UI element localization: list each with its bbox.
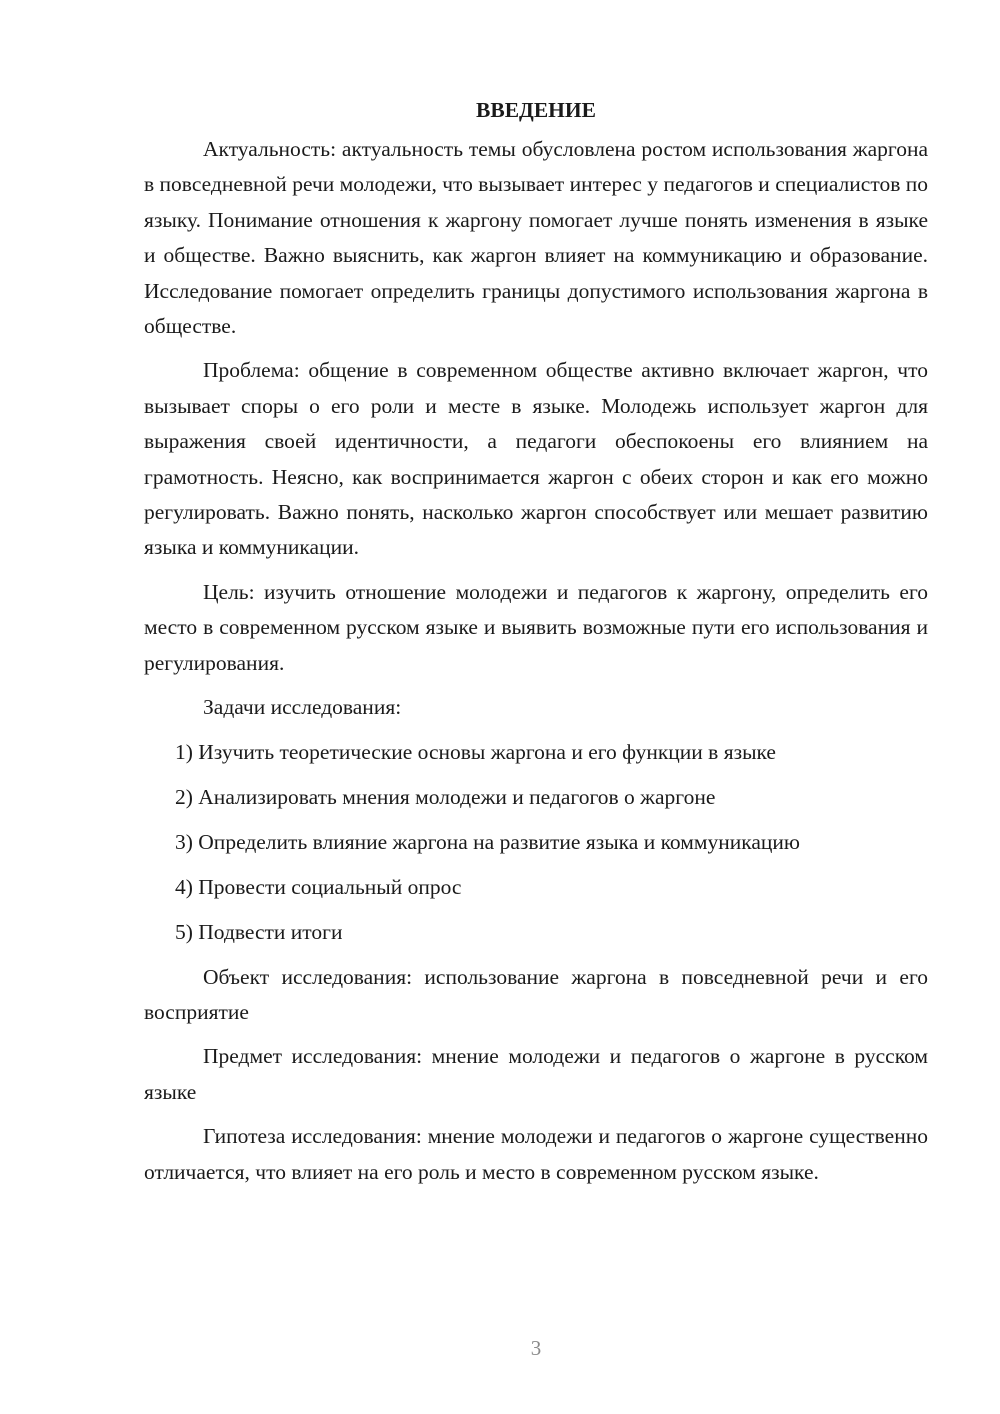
list-item: 4) Провести социальный опрос — [175, 874, 462, 899]
problem-paragraph: Проблема: общение в современном обществе активно включает жаргон, что вызывает споры о его роли и месте в языке. Молодежь использует жаргон для выражения своей идентичности, а педагоги обеспокоены его влиянием на грамотность. Неясно, как воспринимается жаргон с обеих сторон и как его можно регулировать. Важно понять, насколько жаргон способствует или мешает развитию языка и коммуникации. — [144, 358, 928, 560]
section-title: ВВЕДЕНИЕ — [476, 98, 596, 122]
list-item: 5) Подвести итоги — [175, 919, 343, 944]
tasks-heading: Задачи исследования: — [203, 695, 402, 720]
list-item: 1) Изучить теоретические основы жаргона и его функции в языке — [175, 739, 776, 764]
relevance-paragraph: Актуальность: актуальность темы обусловлена ростом использования жаргона в повседневной речи молодежи, что вызывает интерес у педагогов и специалистов по языку. Понимание отношения к жаргону помогает лучше понять изменения в языке и обществе. Важно выяснить, как жаргон влияет на коммуникацию и образование. Исследование помогает определить границы допустимого использования жаргона в обществе. — [144, 137, 928, 339]
page-content — [144, 92, 928, 1199]
hypothesis-paragraph: Гипотеза исследования: мнение молодежи и педагогов о жаргоне существенно отличается, что влияет на его роль и место в современном русском языке. — [144, 1124, 928, 1184]
tasks-list — [144, 735, 928, 950]
page-number: 3 — [530, 1336, 542, 1360]
list-item: 2) Анализировать мнения молодежи и педагогов о жаргоне — [175, 784, 716, 809]
subject-paragraph: Предмет исследования: мнение молодежи и педагогов о жаргоне в русском языке — [144, 1044, 928, 1104]
object-paragraph: Объект исследования: использование жаргона в повседневной речи и его восприятие — [144, 964, 928, 1024]
goal-paragraph: Цель: изучить отношение молодежи и педагогов к жаргону, определить его место в современном русском языке и выявить возможные пути его использования и регулирования. — [144, 579, 928, 675]
list-item: 3) Определить влияние жаргона на развитие языка и коммуникацию — [175, 829, 800, 854]
